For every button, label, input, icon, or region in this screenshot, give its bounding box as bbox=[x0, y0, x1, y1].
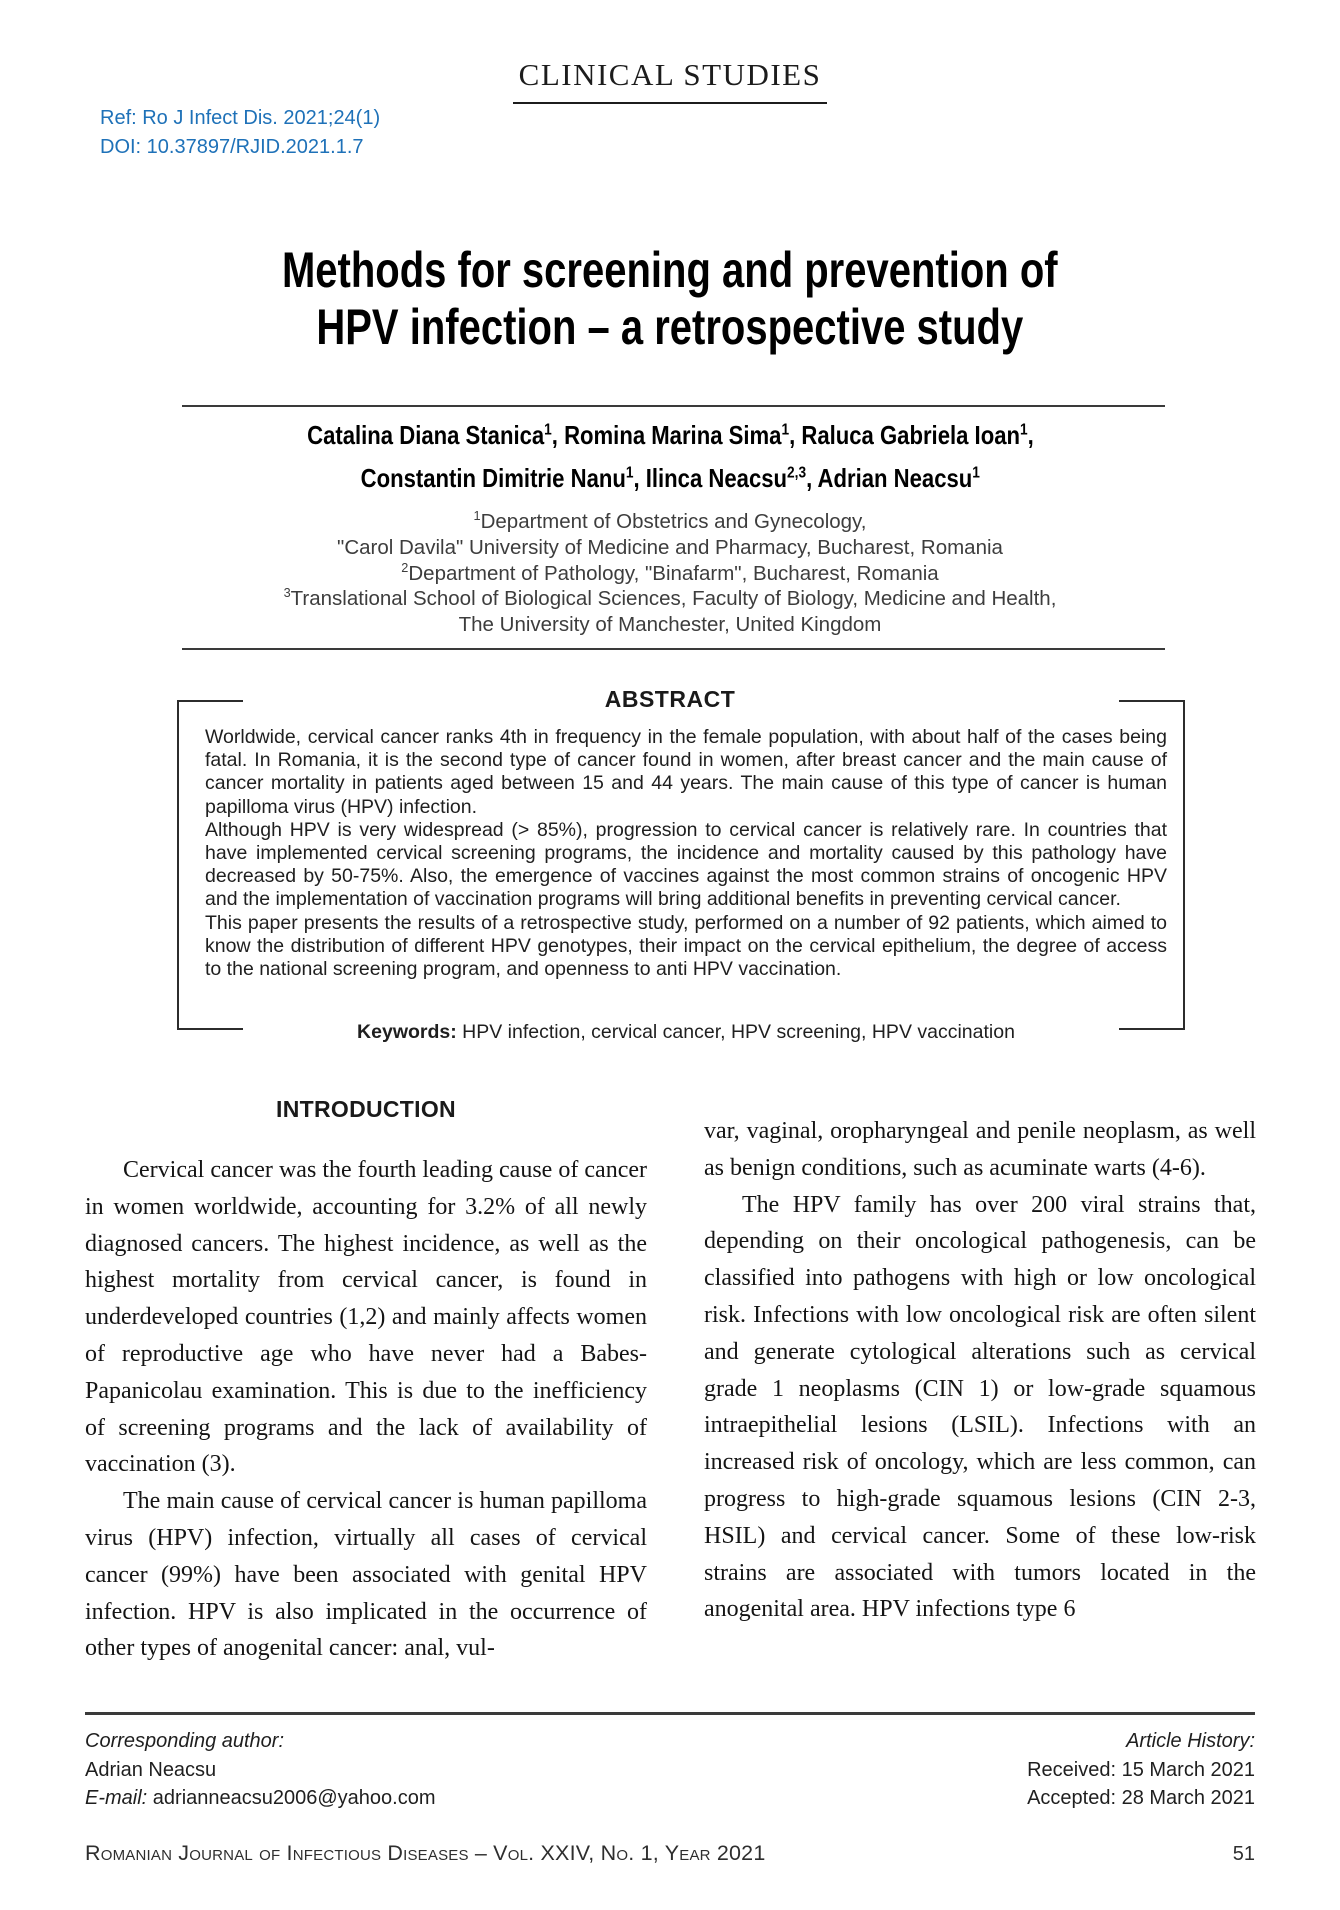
article-title bbox=[0, 242, 1340, 356]
email-address: adrianneacsu2006@yahoo.com bbox=[152, 1787, 436, 1809]
journal-footer-line: Romanian Journal of Infectious Diseases – Vol. XXIV, No. 1, Year 2021 bbox=[85, 1841, 766, 1865]
abstract-paragraph: Worldwide, cervical cancer ranks 4th in frequency in the female population, with about half of the cases being fatal. In Romania, it is the second type of cancer found in women, after breast cancer and the main cause of cancer mortality in patients aged between 15 and 44 years. The main cause of this type of cancer is human papilloma virus (HPV) infection. bbox=[205, 726, 1167, 818]
introduction-heading: INTRODUCTION bbox=[276, 1096, 456, 1122]
keywords-label: Keywords: bbox=[357, 1021, 457, 1043]
abstract-paragraph: Although HPV is very widespread (> 85%), progression to cervical cancer is relatively rare. In countries that have implemented cervical screening programs, the incidence and mortality caused by this pathology have decreased by 50-75%. Also, the emergence of vaccines against the most common strains of oncogenic HPV and the implementation of vaccination programs will bring additional benefits in preventing cervical cancer. bbox=[205, 818, 1167, 911]
received-date: Received: 15 March 2021 bbox=[1027, 1758, 1255, 1781]
affiliation-line: $^3$Translational School of Biological Sciences, Faculty of Biology, Medicine and Health, bbox=[283, 585, 1057, 611]
affiliations-block bbox=[0, 509, 1340, 638]
email-label: E-mail: bbox=[85, 1787, 148, 1809]
body-column-left bbox=[85, 1096, 647, 1667]
affiliation-line: "Carol Davila" University of Medicine and Pharmacy, Bucharest, Romania bbox=[337, 535, 1003, 559]
page-number: 51 bbox=[1232, 1843, 1255, 1865]
authors-line-2: Constantin Dimitrie Nanu$^1$, Ilinca Neacsu$^{2,3}$, Adrian Neacsu$^1$ bbox=[360, 463, 980, 493]
affiliations-bottom-divider bbox=[182, 648, 1165, 650]
abstract-heading: ABSTRACT bbox=[604, 686, 736, 712]
ref-line: Ref: Ro J Infect Dis. 2021;24(1) bbox=[100, 107, 381, 129]
intro-paragraph: The main cause of cervical cancer is human papilloma virus (HPV) infection, virtually all cases of cervical cancer (99%) have been associated with genital HPV infection. HPV is also implicated in the occurrence of other types of anogenital cancer: anal, vul- bbox=[85, 1488, 647, 1662]
authors-line-1: Catalina Diana Stanica$^1$, Romina Marina Sima$^1$, Raluca Gabriela Ioan$^1$, bbox=[306, 420, 1034, 450]
authors-top-divider bbox=[182, 405, 1165, 407]
citation-block bbox=[100, 104, 380, 162]
corresponding-author-label: Corresponding author: bbox=[85, 1730, 285, 1752]
affiliation-line: The University of Manchester, United Kingdom bbox=[458, 613, 882, 637]
affiliation-line: $^2$Department of Pathology, "Binafarm", Bucharest, Romania bbox=[401, 559, 939, 585]
section-header bbox=[0, 57, 1340, 104]
corresponding-author-email-line bbox=[85, 1784, 436, 1813]
abstract-paragraph: This paper presents the results of a retrospective study, performed on a number of 92 patients, which aimed to know the distribution of different HPV genotypes, their impact on the cervical epithelium, the degree of access to the national screening program, and openness to anti HPV vaccination. bbox=[205, 911, 1167, 981]
keywords-text: HPV infection, cervical cancer, HPV screening, HPV vaccination bbox=[462, 1021, 1015, 1043]
corresponding-author-name: Adrian Neacsu bbox=[85, 1758, 217, 1781]
doi-line: DOI: 10.37897/RJID.2021.1.7 bbox=[100, 136, 364, 158]
keywords-line bbox=[205, 1021, 1167, 1044]
body-column-right bbox=[704, 1096, 1256, 1628]
article-history-block bbox=[1027, 1727, 1255, 1813]
article-history-label: Article History: bbox=[1126, 1730, 1255, 1752]
section-label: CLINICAL STUDIES bbox=[513, 57, 828, 104]
footer-info bbox=[85, 1727, 1255, 1813]
corresponding-author-block bbox=[85, 1727, 436, 1813]
accepted-date: Accepted: 28 March 2021 bbox=[1027, 1787, 1255, 1809]
title-line-2: HPV infection – a retrospective study bbox=[316, 299, 1024, 355]
footer-divider bbox=[85, 1712, 1255, 1715]
intro-paragraph: var, vaginal, oropharyngeal and penile neoplasm, as well as benign conditions, such as acuminate warts (4-6). bbox=[704, 1118, 1256, 1181]
abstract-body bbox=[205, 726, 1167, 981]
intro-paragraph: Cervical cancer was the fourth leading cause of cancer in women worldwide, accounting for 3.2% of all newly diagnosed cancers. The highest incidence, as well as the highest mortality from cervical cancer, is found in underdeveloped countries (1,2) and mainly affects women of reproductive age who have never had a Babes-Papanicolau examination. This is due to the inefficiency of screening programs and the lack of availability of vaccination (3). bbox=[85, 1157, 647, 1478]
authors-block bbox=[0, 414, 1340, 500]
affiliation-line: $^1$Department of Obstetrics and Gynecology, bbox=[473, 508, 867, 533]
title-line-1: Methods for screening and prevention of bbox=[282, 242, 1058, 298]
intro-paragraph: The HPV family has over 200 viral strains that, depending on their oncological pathogenesis, can be classified into pathogens with high or low oncological risk. Infections with low oncological risk are often silent and generate cytological alterations such as cervical grade 1 neoplasms (CIN 1) or low-grade squamous intraepithelial lesions (LSIL). Infections with an increased risk of oncology, which are less common, can progress to high-grade squamous lesions (CIN 2-3, HSIL) and cervical cancer. Some of these low-risk strains are associated with tumors located in the anogenital area. HPV infections type 6 bbox=[704, 1191, 1256, 1623]
